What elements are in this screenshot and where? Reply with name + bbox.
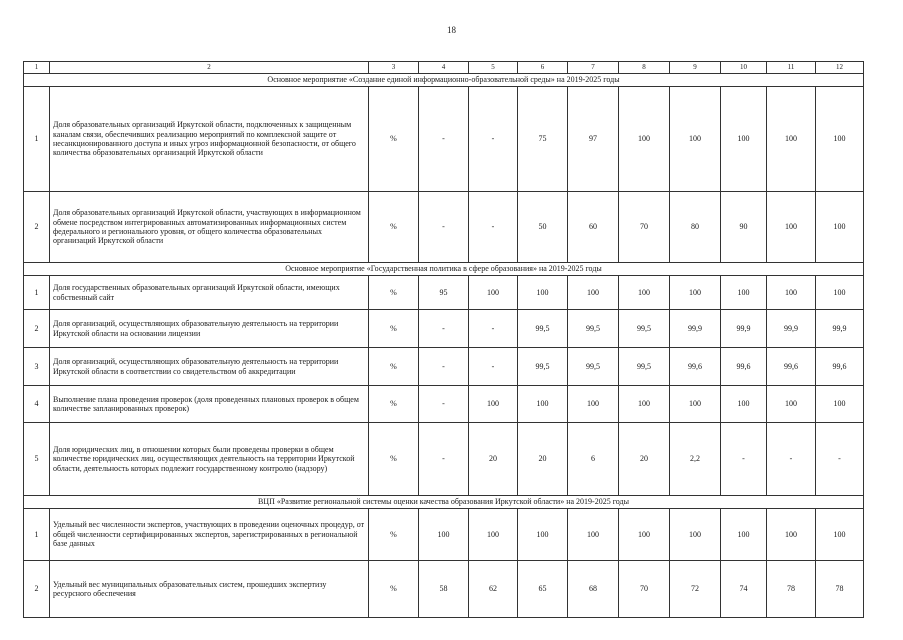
value-cell: 58 — [419, 561, 469, 618]
value-cell: - — [816, 423, 864, 496]
section-row — [24, 496, 864, 509]
row-number: 1 — [24, 509, 50, 561]
value-cell: 90 — [721, 192, 767, 263]
value-cell: 99,6 — [670, 348, 721, 386]
table-row — [24, 561, 864, 618]
value-cell: 100 — [469, 276, 518, 310]
indicator-name: Выполнение плана проведения проверок (доля проведенных плановых проверок в общем количестве запланированных проверок) — [50, 386, 369, 423]
indicator-name: Доля организаций, осуществляющих образовательную деятельность на территории Иркутской области в соответствии со свидетельством об аккредитации — [50, 348, 369, 386]
value-cell: 100 — [670, 509, 721, 561]
value-cell: 6 — [568, 423, 619, 496]
value-cell: - — [419, 310, 469, 348]
value-cell: 20 — [469, 423, 518, 496]
value-cell: 100 — [568, 509, 619, 561]
value-cell: - — [419, 348, 469, 386]
value-cell: - — [469, 192, 518, 263]
value-cell: 100 — [816, 276, 864, 310]
indicator-name: Удельный вес численности экспертов, участвующих в проведении оценочных процедур, от общей численности сертифицированных экспертов, зарегистрированных в региональной базе данных — [50, 509, 369, 561]
header-cell: 6 — [518, 62, 568, 74]
table-row — [24, 276, 864, 310]
value-cell: 99,9 — [721, 310, 767, 348]
value-cell: 78 — [816, 561, 864, 618]
value-cell: 95 — [419, 276, 469, 310]
section-row — [24, 74, 864, 87]
value-cell: 100 — [721, 509, 767, 561]
value-cell: 99,5 — [568, 348, 619, 386]
value-cell: - — [469, 87, 518, 192]
value-cell: 99,9 — [767, 310, 816, 348]
value-cell: 100 — [619, 276, 670, 310]
value-cell: 62 — [469, 561, 518, 618]
value-cell: 78 — [767, 561, 816, 618]
header-cell: 10 — [721, 62, 767, 74]
value-cell: 100 — [670, 276, 721, 310]
page-number: 18 — [447, 25, 456, 35]
table-row — [24, 87, 864, 192]
value-cell: 99,6 — [816, 348, 864, 386]
value-cell: 99,6 — [767, 348, 816, 386]
table-row — [24, 310, 864, 348]
value-cell: - — [469, 348, 518, 386]
value-cell: 99,5 — [568, 310, 619, 348]
header-cell: 2 — [50, 62, 369, 74]
value-cell: 100 — [670, 386, 721, 423]
value-cell: 100 — [518, 276, 568, 310]
value-cell: 99,9 — [816, 310, 864, 348]
value-cell: 100 — [419, 509, 469, 561]
table-row — [24, 423, 864, 496]
unit-cell: % — [369, 386, 419, 423]
header-cell: 5 — [469, 62, 518, 74]
value-cell: 100 — [721, 276, 767, 310]
value-cell: 50 — [518, 192, 568, 263]
value-cell: - — [419, 87, 469, 192]
value-cell: - — [469, 310, 518, 348]
value-cell: 100 — [816, 386, 864, 423]
value-cell: 100 — [767, 87, 816, 192]
section-row — [24, 263, 864, 276]
value-cell: 100 — [469, 509, 518, 561]
unit-cell: % — [369, 423, 419, 496]
unit-cell: % — [369, 87, 419, 192]
value-cell: 100 — [568, 386, 619, 423]
value-cell: - — [767, 423, 816, 496]
table-row — [24, 348, 864, 386]
row-number: 1 — [24, 87, 50, 192]
row-number: 2 — [24, 192, 50, 263]
value-cell: 65 — [518, 561, 568, 618]
unit-cell: % — [369, 348, 419, 386]
value-cell: 99,9 — [670, 310, 721, 348]
value-cell: - — [721, 423, 767, 496]
header-cell: 11 — [767, 62, 816, 74]
value-cell: 99,5 — [619, 348, 670, 386]
value-cell: 100 — [721, 386, 767, 423]
table-row — [24, 192, 864, 263]
unit-cell: % — [369, 192, 419, 263]
header-cell: 4 — [419, 62, 469, 74]
header-cell: 1 — [24, 62, 50, 74]
row-number: 2 — [24, 561, 50, 618]
value-cell: 100 — [767, 509, 816, 561]
indicator-name: Доля государственных образовательных организаций Иркутской области, имеющих собственный сайт — [50, 276, 369, 310]
value-cell: 75 — [518, 87, 568, 192]
value-cell: 100 — [619, 509, 670, 561]
unit-cell: % — [369, 561, 419, 618]
value-cell: 60 — [568, 192, 619, 263]
section-title: ВЦП «Развитие региональной системы оценки качества образования Иркутской области» на 2019-2025 годы — [24, 496, 864, 509]
header-cell: 8 — [619, 62, 670, 74]
row-number: 5 — [24, 423, 50, 496]
header-cell: 9 — [670, 62, 721, 74]
value-cell: 99,5 — [518, 348, 568, 386]
unit-cell: % — [369, 276, 419, 310]
value-cell: 100 — [670, 87, 721, 192]
value-cell: 100 — [816, 509, 864, 561]
value-cell: 80 — [670, 192, 721, 263]
unit-cell: % — [369, 310, 419, 348]
table-row — [24, 509, 864, 561]
row-number: 3 — [24, 348, 50, 386]
value-cell: 100 — [816, 192, 864, 263]
value-cell: 100 — [518, 386, 568, 423]
value-cell: 100 — [619, 386, 670, 423]
value-cell: 2,2 — [670, 423, 721, 496]
value-cell: - — [419, 386, 469, 423]
value-cell: - — [419, 192, 469, 263]
section-title: Основное мероприятие «Создание единой информационно-образовательной среды» на 2019-2025 годы — [24, 74, 864, 87]
value-cell: 100 — [767, 192, 816, 263]
value-cell: 99,5 — [619, 310, 670, 348]
indicator-name: Удельный вес муниципальных образовательных систем, прошедших экспертизу ресурсного обеспечения — [50, 561, 369, 618]
value-cell: 100 — [721, 87, 767, 192]
value-cell: 97 — [568, 87, 619, 192]
header-row — [24, 62, 864, 74]
indicators-table — [23, 61, 864, 618]
table-row — [24, 386, 864, 423]
row-number: 2 — [24, 310, 50, 348]
value-cell: 70 — [619, 561, 670, 618]
value-cell: 100 — [568, 276, 619, 310]
indicator-name: Доля образовательных организаций Иркутской области, участвующих в информационном обмене посредством интегрированных автоматизированных информационных систем федерального и регионального уровня, от общего количества образовательных организаций Иркутской области — [50, 192, 369, 263]
header-cell: 3 — [369, 62, 419, 74]
value-cell: 68 — [568, 561, 619, 618]
row-number: 4 — [24, 386, 50, 423]
value-cell: 100 — [816, 87, 864, 192]
indicator-name: Доля юридических лиц, в отношении которых были проведены проверки в общем количестве юридических лиц, осуществляющих деятельность на территории Иркутской области, деятельность которых подлежит государственному контролю (надзору) — [50, 423, 369, 496]
value-cell: 100 — [469, 386, 518, 423]
indicator-name: Доля образовательных организаций Иркутской области, подключенных к защищенным каналам связи, обеспечивших реализацию мероприятий по комплексной защите от несанкционированного доступа и иных угроз информационной безопасности, от общего количества образовательных организаций Иркутской области — [50, 87, 369, 192]
header-cell: 12 — [816, 62, 864, 74]
row-number: 1 — [24, 276, 50, 310]
unit-cell: % — [369, 509, 419, 561]
value-cell: 74 — [721, 561, 767, 618]
value-cell: 72 — [670, 561, 721, 618]
value-cell: - — [419, 423, 469, 496]
indicator-name: Доля организаций, осуществляющих образовательную деятельность на территории Иркутской области на основании лицензии — [50, 310, 369, 348]
value-cell: 20 — [518, 423, 568, 496]
value-cell: 100 — [619, 87, 670, 192]
value-cell: 70 — [619, 192, 670, 263]
value-cell: 20 — [619, 423, 670, 496]
value-cell: 99,6 — [721, 348, 767, 386]
value-cell: 99,5 — [518, 310, 568, 348]
value-cell: 100 — [518, 509, 568, 561]
header-cell: 7 — [568, 62, 619, 74]
section-title: Основное мероприятие «Государственная политика в сфере образования» на 2019-2025 годы — [24, 263, 864, 276]
value-cell: 100 — [767, 386, 816, 423]
value-cell: 100 — [767, 276, 816, 310]
